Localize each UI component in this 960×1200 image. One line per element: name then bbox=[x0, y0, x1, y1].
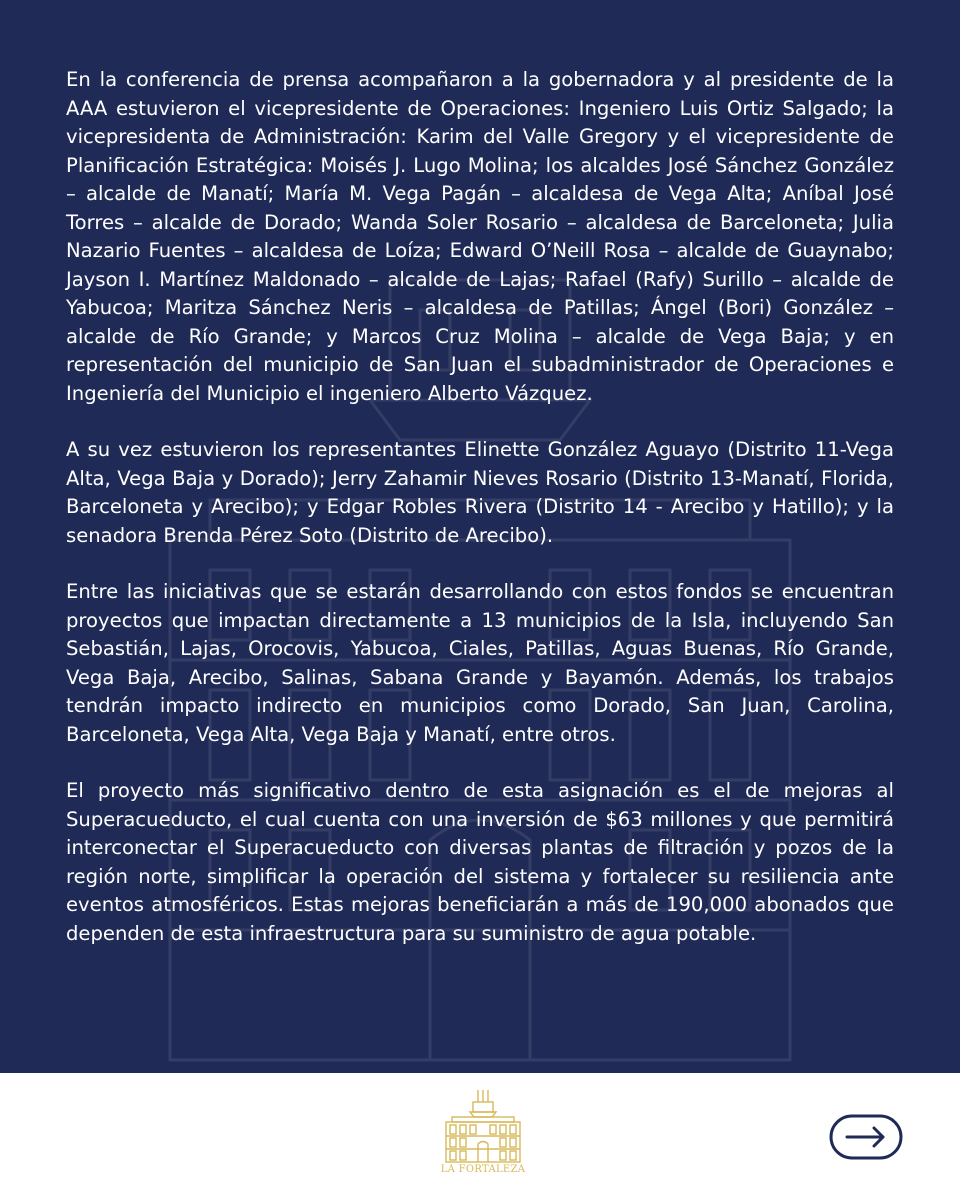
paragraph-initiatives: Entre las iniciativas que se estarán desarrollando con estos fondos se encuentran proyectos que impactan directamente a 13 municipios de la Isla, incluyendo San Sebastián, Lajas, Orocovis, Yabucoa, Ciales, Patillas, Aguas Buenas, Río Grande, Vega Baja, Arecibo, Salinas, Sabana Grande y Bayamón. Además, los trabajos tendrán impacto indirecto en municipios como Dorado, San Juan, Carolina, Barceloneta, Vega Alta, Vega Baja y Manatí, entre otros. bbox=[66, 580, 894, 746]
la-fortaleza-building-icon bbox=[440, 1088, 526, 1164]
la-fortaleza-logo bbox=[440, 1088, 526, 1186]
footer bbox=[0, 1073, 960, 1200]
next-arrow-button[interactable] bbox=[829, 1114, 903, 1160]
paragraph-representatives: A su vez estuvieron los representantes Elinette González Aguayo (Distrito 11-Vega Alta, Vega Baja y Dorado); Jerry Zahamir Nieves Rosario (Distrito 13-Manatí, Florida, Barceloneta y Arecibo); y Edgar Robles Rivera (Distrito 14 - Arecibo y Hatillo); y la senadora Brenda Pérez Soto (Distrito de Arecibo). bbox=[66, 438, 894, 547]
logo-text: LA FORTALEZA bbox=[440, 1164, 526, 1175]
arrow-right-icon bbox=[847, 1128, 883, 1146]
paragraph-attendees: En la conferencia de prensa acompañaron a la gobernadora y al presidente de la AAA estuvieron el vicepresidente de Operaciones: Ingeniero Luis Ortiz Salgado; la vicepresidenta de Administración: Karim del Valle Gregory y el vicepresidente de Planificación Estratégica: Moisés J. Lugo Molina; los alcaldes José Sánchez González – alcalde de Manatí; María M. Vega Pagán – alcaldesa de Vega Alta; Aníbal José Torres – alcalde de Dorado; Wanda Soler Rosario – alcaldesa de Barceloneta; Julia Nazario Fuentes – alcaldesa de Loíza; Edward O’Neill Rosa – alcalde de Guaynabo; Jayson I. Martínez Maldonado – alcalde de Lajas; Rafael (Rafy) Surillo – alcalde de Yabucoa; Maritza Sánchez Neris – alcaldesa de Patillas; Ángel (Bori) González – alcalde de Río Grande; y Marcos Cruz Molina – alcalde de Vega Baja; y en representación del municipio de San Juan el subadministrador de Operaciones e Ingeniería del Municipio el ingeniero Alberto Vázquez. bbox=[66, 68, 894, 405]
paragraph-superacueducto: El proyecto más significativo dentro de esta asignación es el de mejoras al Superacueducto, el cual cuenta con una inversión de $63 millones y que permitirá interconectar el Superacueducto con diversas plantas de filtración y pozos de la región norte, simplificar la operación del sistema y fortalecer su resiliencia ante eventos atmosféricos. Estas mejoras beneficiarán a más de 190,000 abonados que dependen de esta infraestructura para su suministro de agua potable. bbox=[66, 779, 894, 945]
article-body bbox=[66, 66, 894, 976]
